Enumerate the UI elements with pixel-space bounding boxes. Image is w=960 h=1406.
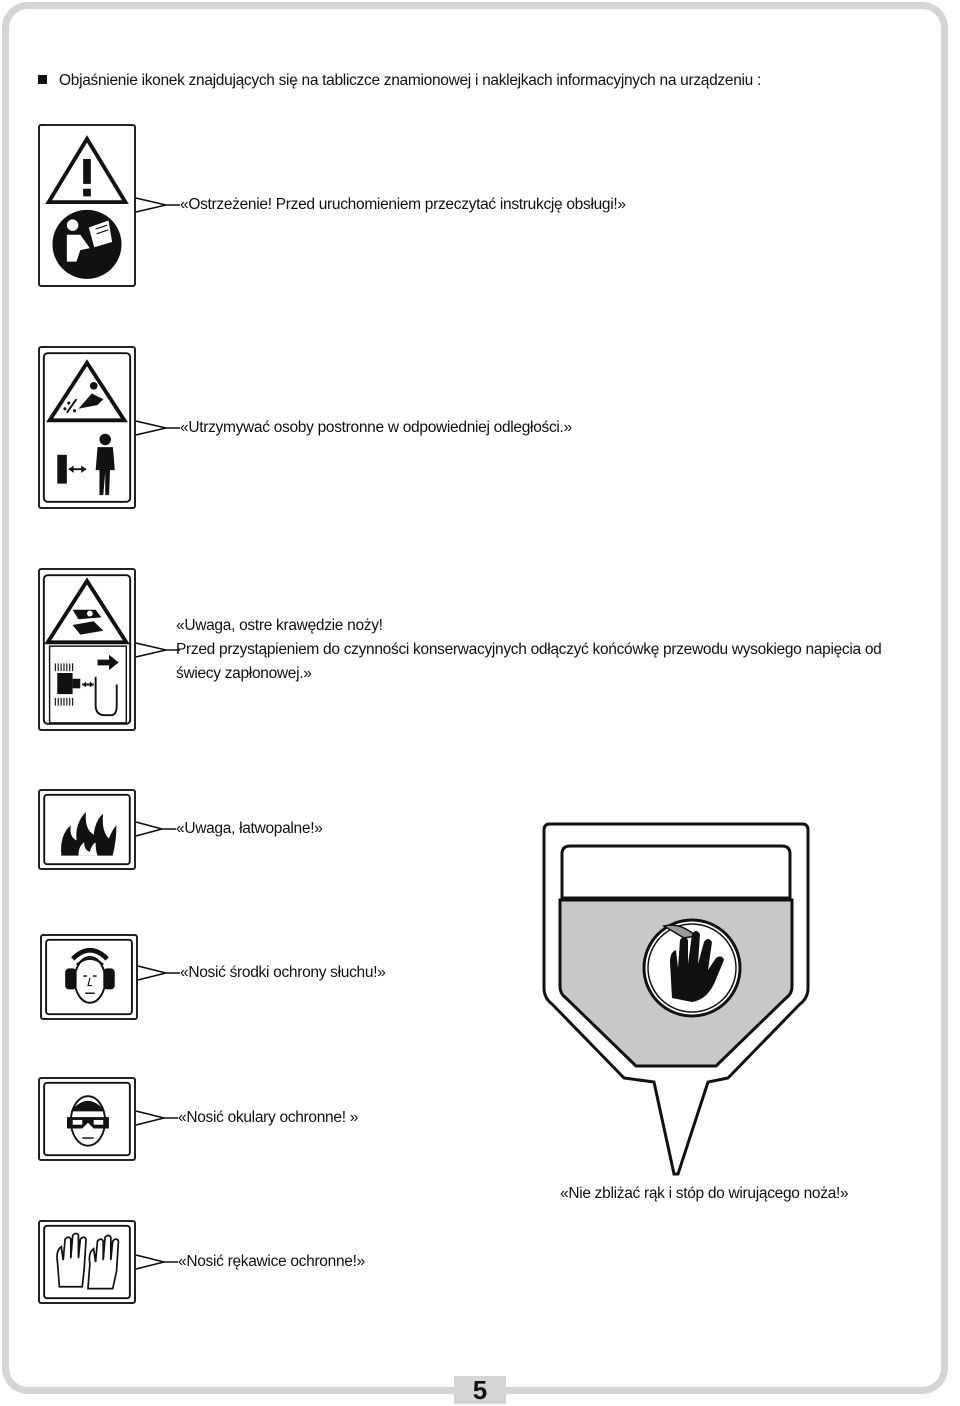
sharp-blades-disconnect-spark-plug-icon: [38, 568, 136, 731]
callout-label: «Nie zbliżać rąk i stóp do wirującego noża!»: [560, 1185, 849, 1202]
item-label-line: Przed przystąpieniem do czynności konserwacyjnych odłączyć końcówkę przewodu wysokiego napięcia od świecy zapłonowej.»: [176, 641, 882, 682]
item-label: «Uwaga, łatwopalne!»: [176, 820, 323, 837]
protective-gloves-icon: [38, 1220, 136, 1304]
heading-text: Objaśnienie ikonek znajdujących się na tabliczce znamionowej i naklejkach informacyjnych na urządzeniu :: [59, 72, 762, 89]
leader-line: [136, 1108, 178, 1128]
item-label: «Nosić okulary ochronne! »: [178, 1109, 359, 1126]
section-heading: [38, 72, 761, 90]
keep-hands-away-from-blade-icon: [536, 822, 816, 1178]
warning-read-manual-icon: [38, 124, 136, 287]
leader-line: [136, 418, 180, 438]
leader-line: [138, 963, 180, 983]
flammable-icon: [38, 789, 136, 870]
item-label: «Utrzymywać osoby postronne w odpowiedniej odległości.»: [180, 419, 572, 436]
item-label: «Ostrzeżenie! Przed uruchomieniem przeczytać instrukcję obsługi!»: [180, 196, 626, 213]
item-label: «Nosić środki ochrony słuchu!»: [180, 964, 386, 981]
leader-line: [136, 640, 180, 660]
page-number: 5: [472, 1375, 488, 1405]
bullet-square-icon: [38, 75, 47, 84]
leader-line: [136, 1252, 178, 1272]
keep-bystanders-away-icon: [38, 346, 136, 509]
leader-line: [136, 195, 180, 215]
ear-protection-icon: [40, 934, 138, 1020]
leader-line: [136, 819, 176, 839]
item-label-line: «Uwaga, ostre krawędzie noży!: [176, 617, 383, 634]
item-label: «Nosić rękawice ochronne!»: [178, 1253, 365, 1270]
item-label: [176, 614, 896, 686]
eye-protection-icon: [38, 1077, 136, 1161]
